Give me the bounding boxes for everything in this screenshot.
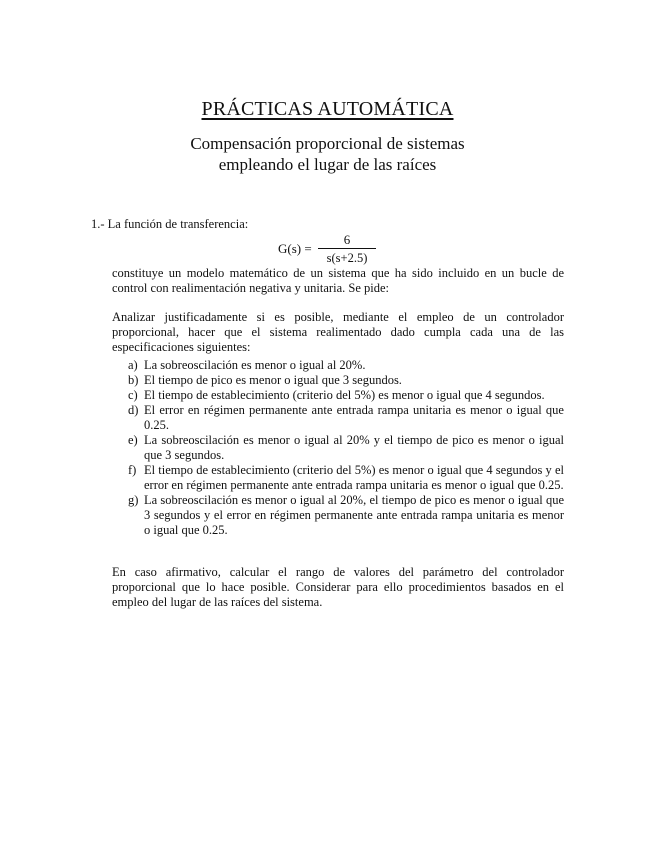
item-text: La sobreoscilación es menor o igual al 20% y el tiempo de pico es menor o igual que 3 segundos. [144, 433, 564, 462]
item-label: f) [128, 463, 137, 477]
formula-denominator: s(s+2.5) [326, 251, 368, 265]
exercise-heading: 1.- La función de transferencia: [91, 217, 249, 231]
item-text: El tiempo de establecimiento (criterio del 5%) es menor o igual que 4 segundos. [144, 388, 545, 402]
item-label: a) [128, 358, 138, 372]
item-text: La sobreoscilación es menor o igual al 20%. [144, 358, 366, 372]
fraction-bar [318, 248, 376, 249]
list-item [128, 388, 564, 403]
subtitle-line-2: empleando el lugar de las raíces [218, 155, 437, 174]
formula-lhs: G(s) = [278, 241, 312, 256]
item-label: c) [128, 388, 138, 402]
paragraph-model: constituye un modelo matemático de un sistema que ha sido incluido en un bucle de control con realimentación negativa y unitaria. Se pide: [112, 266, 564, 295]
formula-numerator: 6 [343, 232, 351, 247]
item-label: g) [128, 493, 139, 507]
paragraph-analysis: Analizar justificadamente si es posible, mediante el empleo de un controlador proporcional, hacer que el sistema realimentado dado cumpla cada una de las especificaciones siguientes: [112, 310, 564, 354]
subtitle-line-1: Compensación proporcional de sistemas [190, 134, 465, 153]
document-subtitle [0, 133, 655, 175]
formula-fraction [318, 232, 376, 266]
item-text: La sobreoscilación es menor o igual al 20%, el tiempo de pico es menor o igual que 3 segundos y el error en régimen permanente ante entrada rampa unitaria es menor o igual que 0.25. [144, 493, 564, 537]
list-item [128, 373, 564, 388]
list-item [128, 358, 564, 373]
list-item [128, 463, 564, 493]
list-item [128, 403, 564, 433]
specification-list [128, 358, 564, 538]
transfer-function-formula [278, 232, 388, 266]
list-item [128, 493, 564, 538]
item-text: El tiempo de pico es menor o igual que 3 segundos. [144, 373, 402, 387]
document-title: PRÁCTICAS AUTOMÁTICA [201, 98, 454, 120]
item-label: e) [128, 433, 138, 447]
item-label: d) [128, 403, 139, 417]
paragraph-conclusion: En caso afirmativo, calcular el rango de valores del parámetro del controlador proporcional que lo hace posible. Considerar para ello procedimientos basados en el empleo del lugar de las raíces del sistema. [112, 565, 564, 609]
item-text: El tiempo de establecimiento (criterio del 5%) es menor o igual que 4 segundos y el error en régimen permanente ante entrada rampa unitaria es menor o igual que 0.25. [144, 463, 564, 492]
item-label: b) [128, 373, 139, 387]
list-item [128, 433, 564, 463]
item-text: El error en régimen permanente ante entrada rampa unitaria es menor o igual que 0.25. [144, 403, 564, 432]
